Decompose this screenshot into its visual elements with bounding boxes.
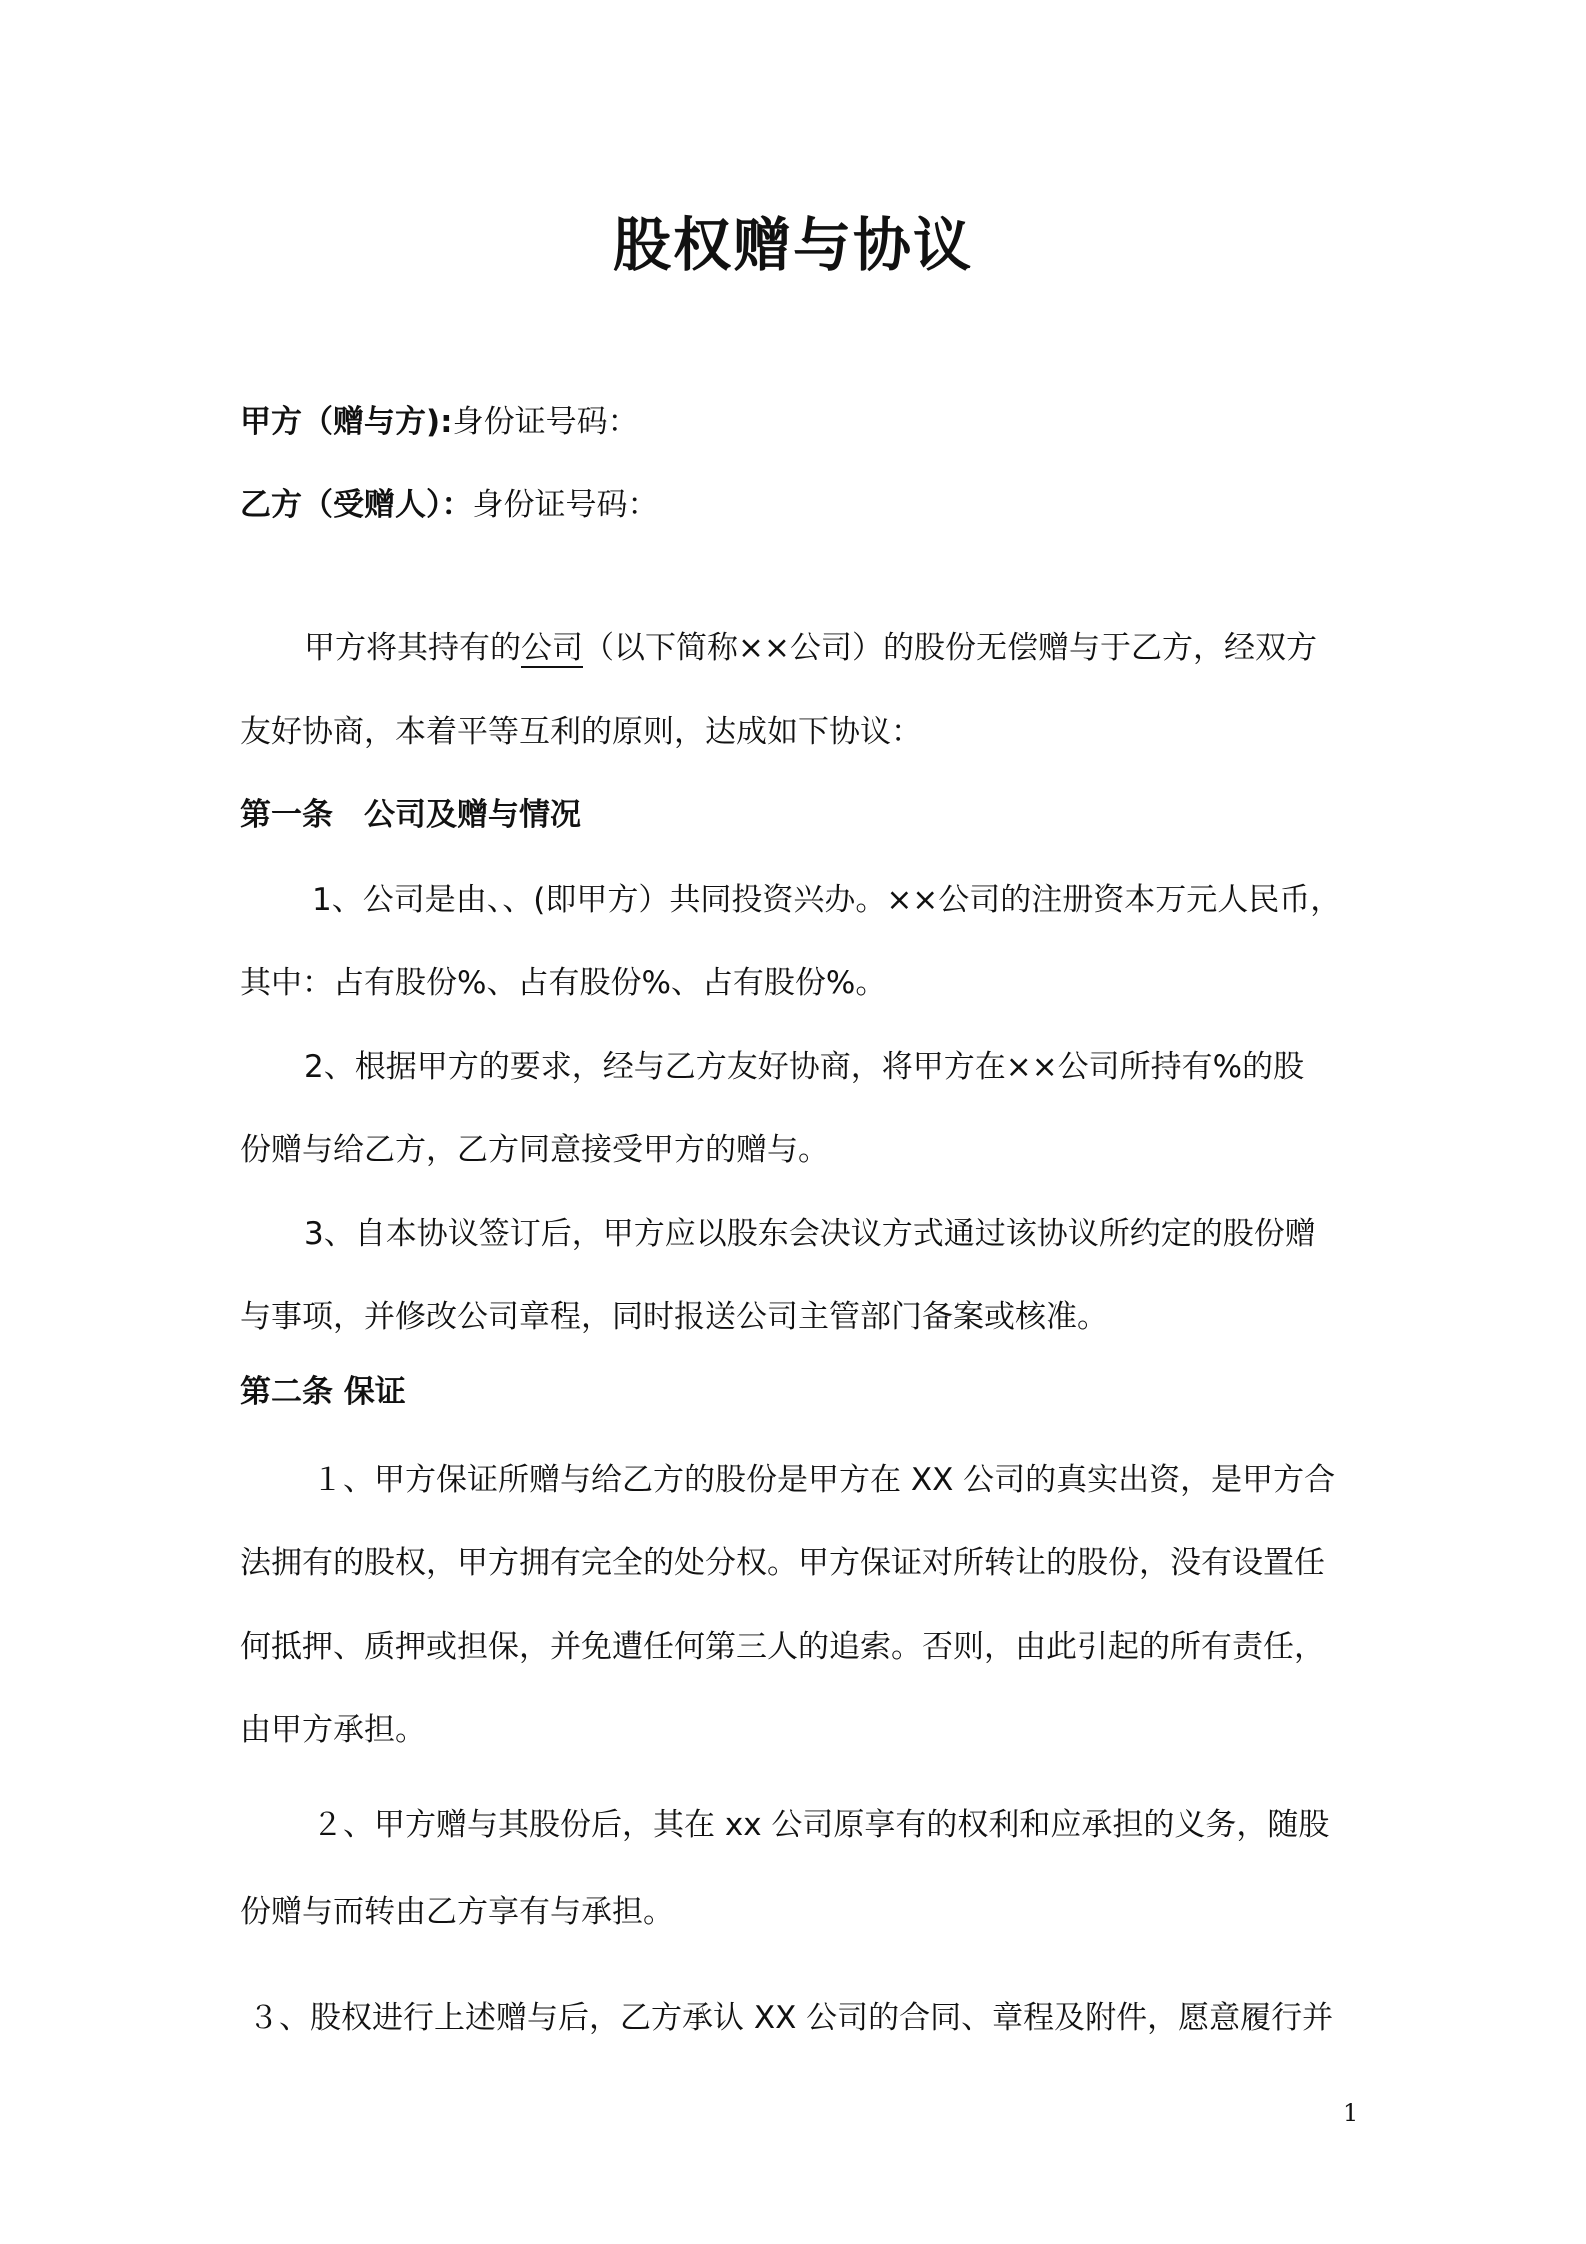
party-b-line xyxy=(240,483,1360,527)
article-2-item-1-line-1: １、甲方保证所赠与给乙方的股份是甲方在 XX 公司的真实出资，是甲方合 xyxy=(312,1462,1336,1498)
article-2-item-1-line-3: 何抵押、质押或担保，并免遭任何第三人的追索。否则，由此引起的所有责任， xyxy=(240,1629,1325,1665)
article-1-item-1-line-2: 其中：占有股份%、占有股份%、占有股份%。 xyxy=(240,965,887,1001)
article-2-item-3-line-1: ３、股权进行上述赠与后，乙方承认 XX 公司的合同、章程及附件，愿意履行并 xyxy=(248,2000,1334,2036)
page-number: 1 xyxy=(1343,2099,1359,2127)
party-b-label: 乙方（受赠人）： xyxy=(240,487,473,523)
article-1-item-3-line-1: 3、自本协议签订后，甲方应以股东会决议方式通过该协议所约定的股份赠 xyxy=(304,1216,1316,1252)
article-2-item-1-line-2: 法拥有的股权，甲方拥有完全的处分权。甲方保证对所转让的股份，没有设置任 xyxy=(240,1545,1325,1581)
intro-text-post: （以下简称××公司）的股份无偿赠与于乙方，经双方 xyxy=(583,630,1317,666)
article-1-item-3-line-2: 与事项，并修改公司章程，同时报送公司主管部门备案或核准。 xyxy=(240,1299,1108,1335)
intro-company-blank: 公司 xyxy=(521,630,583,666)
article-1-item-2-line-2: 份赠与给乙方，乙方同意接受甲方的赠与。 xyxy=(240,1132,829,1168)
party-a-label: 甲方（赠与方): xyxy=(240,404,453,440)
party-a-id-field: 身份证号码： xyxy=(452,404,639,440)
intro-line-2: 友好协商，本着平等互利的原则，达成如下协议： xyxy=(240,714,922,750)
article-2-item-1-line-4: 由甲方承担。 xyxy=(240,1712,426,1748)
article-2-heading: 第二条 保证 xyxy=(240,1374,406,1410)
party-a-line xyxy=(240,400,1360,444)
intro-text-pre: 甲方将其持有的 xyxy=(304,630,521,666)
article-1-item-2-line-1: 2、根据甲方的要求，经与乙方友好协商，将甲方在××公司所持有%的股 xyxy=(304,1049,1305,1085)
article-2-item-2-line-2: 份赠与而转由乙方享有与承担。 xyxy=(240,1894,674,1930)
article-2-item-2-line-1: ２、甲方赠与其股份后，其在 xx 公司原享有的权利和应承担的义务，随股 xyxy=(312,1807,1330,1843)
document-title: 股权赠与协议 xyxy=(612,211,973,279)
party-b-id-field: 身份证号码： xyxy=(472,487,659,523)
article-1-item-1-line-1: 1、公司是由、、(即甲方）共同投资兴办。××公司的注册资本万元人民币， xyxy=(312,882,1342,918)
article-1-heading: 第一条 公司及赠与情况 xyxy=(240,797,581,833)
intro-line-1 xyxy=(304,626,1424,670)
